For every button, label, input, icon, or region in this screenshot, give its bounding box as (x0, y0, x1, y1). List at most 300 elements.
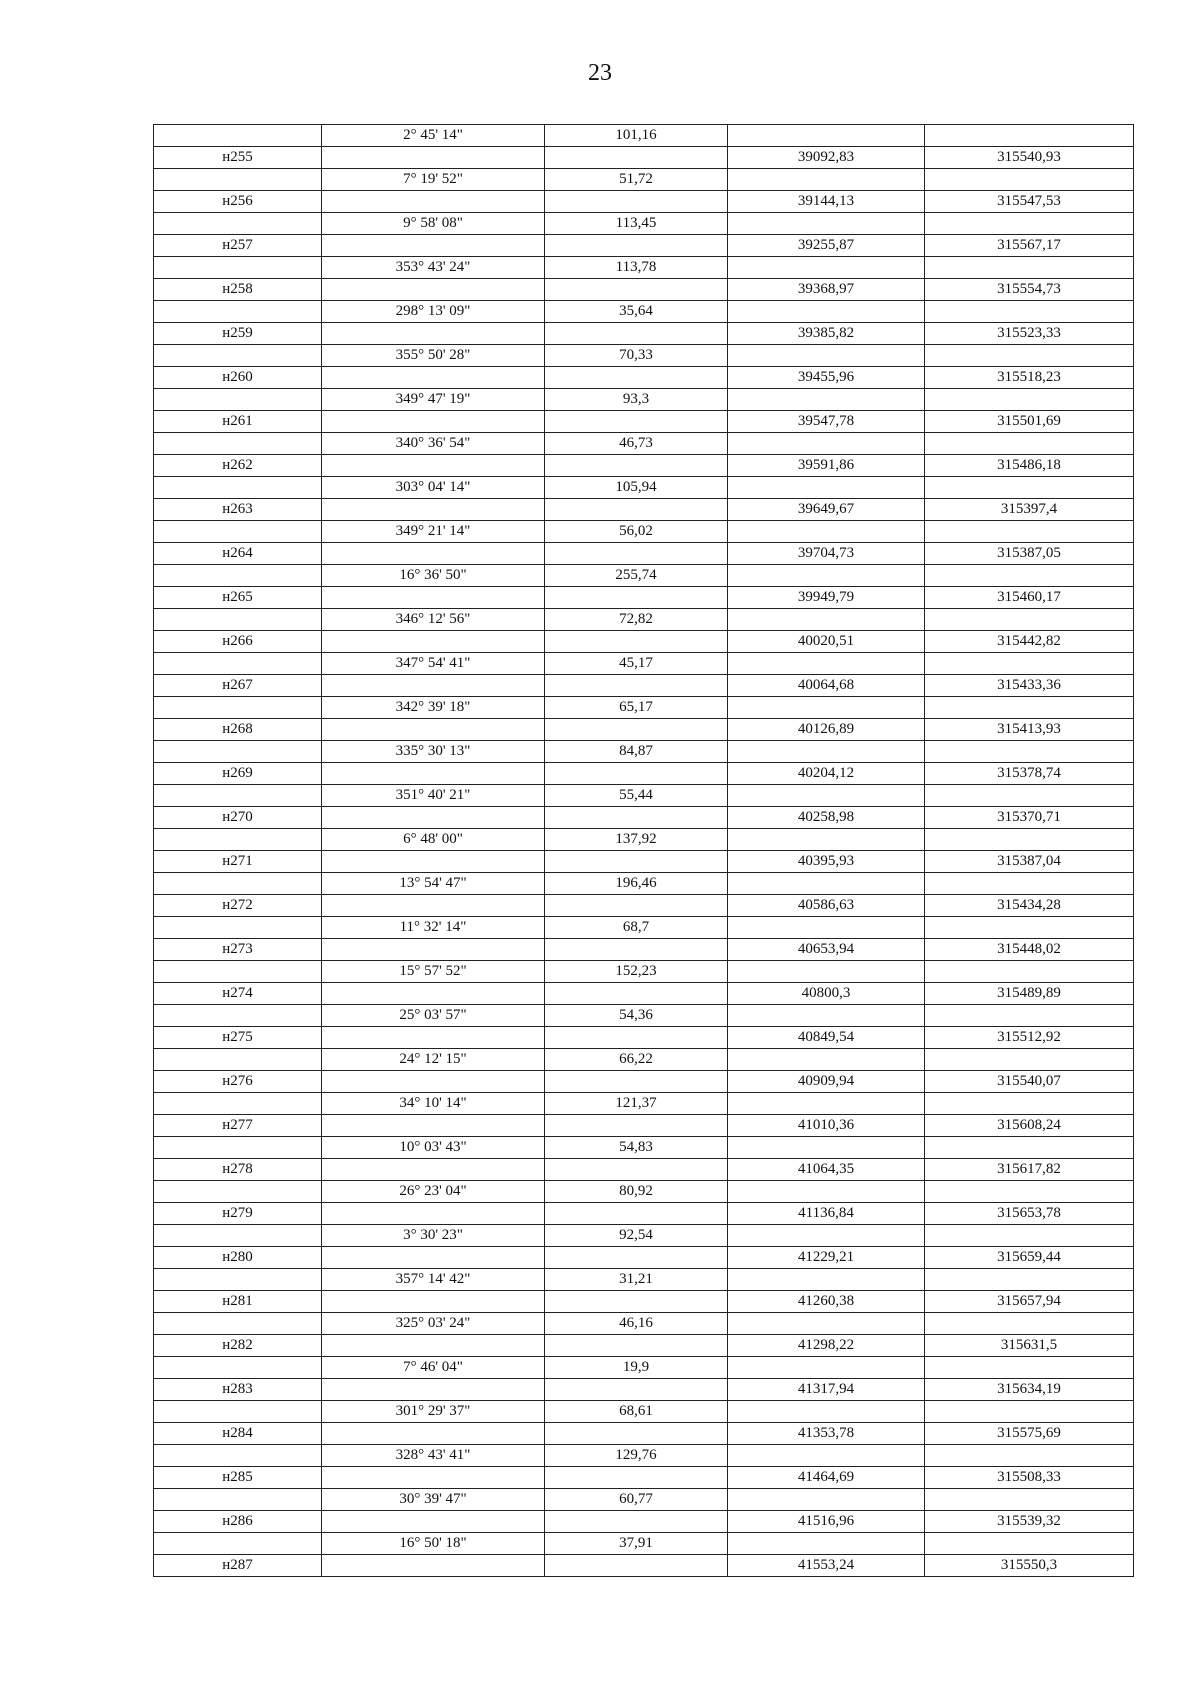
empty-cell (925, 785, 1134, 807)
empty-cell (925, 1269, 1134, 1291)
empty-cell (322, 1511, 545, 1533)
empty-cell (545, 1555, 728, 1577)
empty-cell (154, 1401, 322, 1423)
segment-length: 105,94 (545, 477, 728, 499)
segment-row (154, 1401, 1134, 1423)
empty-cell (728, 1313, 925, 1335)
empty-cell (728, 1005, 925, 1027)
empty-cell (925, 565, 1134, 587)
direction-angle: 2° 45' 14" (322, 125, 545, 147)
coordinate-y: 315554,73 (925, 279, 1134, 301)
empty-cell (322, 719, 545, 741)
point-name: н279 (154, 1203, 322, 1225)
segment-length: 65,17 (545, 697, 728, 719)
empty-cell (154, 1313, 322, 1335)
segment-length: 55,44 (545, 785, 728, 807)
empty-cell (728, 873, 925, 895)
coordinate-y: 315508,33 (925, 1467, 1134, 1489)
direction-angle: 340° 36' 54" (322, 433, 545, 455)
empty-cell (728, 829, 925, 851)
coordinate-x: 39092,83 (728, 147, 925, 169)
coordinate-x: 39385,82 (728, 323, 925, 345)
point-name: н276 (154, 1071, 322, 1093)
segment-length: 46,16 (545, 1313, 728, 1335)
empty-cell (545, 1379, 728, 1401)
point-row (154, 631, 1134, 653)
empty-cell (545, 1247, 728, 1269)
direction-angle: 6° 48' 00" (322, 829, 545, 851)
empty-cell (925, 389, 1134, 411)
coordinate-y: 315448,02 (925, 939, 1134, 961)
point-row (154, 1467, 1134, 1489)
coordinate-y: 315653,78 (925, 1203, 1134, 1225)
point-name: н258 (154, 279, 322, 301)
segment-row (154, 521, 1134, 543)
point-row (154, 235, 1134, 257)
point-row (154, 191, 1134, 213)
segment-row (154, 741, 1134, 763)
direction-angle: 24° 12' 15" (322, 1049, 545, 1071)
empty-cell (545, 983, 728, 1005)
point-row (154, 719, 1134, 741)
point-name: н264 (154, 543, 322, 565)
coordinate-x: 39704,73 (728, 543, 925, 565)
empty-cell (728, 1489, 925, 1511)
coordinate-y: 315370,71 (925, 807, 1134, 829)
empty-cell (154, 873, 322, 895)
direction-angle: 3° 30' 23" (322, 1225, 545, 1247)
direction-angle: 15° 57' 52" (322, 961, 545, 983)
coordinate-y: 315489,89 (925, 983, 1134, 1005)
coordinate-x: 39255,87 (728, 235, 925, 257)
direction-angle: 10° 03' 43" (322, 1137, 545, 1159)
coordinate-y: 315523,33 (925, 323, 1134, 345)
empty-cell (154, 477, 322, 499)
segment-length: 51,72 (545, 169, 728, 191)
empty-cell (545, 675, 728, 697)
coordinate-y: 315608,24 (925, 1115, 1134, 1137)
empty-cell (154, 785, 322, 807)
coordinate-x: 40395,93 (728, 851, 925, 873)
empty-cell (728, 1181, 925, 1203)
direction-angle: 301° 29' 37" (322, 1401, 545, 1423)
empty-cell (728, 1093, 925, 1115)
point-row (154, 1379, 1134, 1401)
empty-cell (322, 191, 545, 213)
segment-length: 113,45 (545, 213, 728, 235)
coordinate-y: 315539,32 (925, 1511, 1134, 1533)
direction-angle: 16° 50' 18" (322, 1533, 545, 1555)
coordinate-x: 40064,68 (728, 675, 925, 697)
empty-cell (925, 257, 1134, 279)
empty-cell (728, 213, 925, 235)
segment-length: 93,3 (545, 389, 728, 411)
empty-cell (545, 543, 728, 565)
empty-cell (728, 1533, 925, 1555)
segment-length: 60,77 (545, 1489, 728, 1511)
empty-cell (925, 1049, 1134, 1071)
coordinate-y: 315631,5 (925, 1335, 1134, 1357)
empty-cell (728, 433, 925, 455)
empty-cell (545, 367, 728, 389)
point-row (154, 1335, 1134, 1357)
empty-cell (322, 1423, 545, 1445)
direction-angle: 351° 40' 21" (322, 785, 545, 807)
coordinate-x: 41516,96 (728, 1511, 925, 1533)
empty-cell (925, 873, 1134, 895)
point-row (154, 983, 1134, 1005)
empty-cell (925, 1005, 1134, 1027)
direction-angle: 7° 46' 04" (322, 1357, 545, 1379)
direction-angle: 335° 30' 13" (322, 741, 545, 763)
segment-row (154, 1269, 1134, 1291)
point-row (154, 807, 1134, 829)
direction-angle: 349° 47' 19" (322, 389, 545, 411)
empty-cell (728, 697, 925, 719)
coordinate-x: 39547,78 (728, 411, 925, 433)
coordinate-y: 315659,44 (925, 1247, 1134, 1269)
segment-length: 92,54 (545, 1225, 728, 1247)
empty-cell (728, 1225, 925, 1247)
empty-cell (322, 1555, 545, 1577)
coordinate-y: 315413,93 (925, 719, 1134, 741)
point-name: н269 (154, 763, 322, 785)
empty-cell (154, 1181, 322, 1203)
empty-cell (154, 345, 322, 367)
point-name: н277 (154, 1115, 322, 1137)
coordinate-x: 41553,24 (728, 1555, 925, 1577)
coordinate-y: 315547,53 (925, 191, 1134, 213)
empty-cell (322, 1467, 545, 1489)
point-row (154, 763, 1134, 785)
segment-row (154, 785, 1134, 807)
direction-angle: 328° 43' 41" (322, 1445, 545, 1467)
direction-angle: 325° 03' 24" (322, 1313, 545, 1335)
empty-cell (545, 1027, 728, 1049)
coordinate-x: 39144,13 (728, 191, 925, 213)
point-name: н283 (154, 1379, 322, 1401)
empty-cell (545, 939, 728, 961)
coordinate-x: 41064,35 (728, 1159, 925, 1181)
segment-length: 152,23 (545, 961, 728, 983)
empty-cell (322, 763, 545, 785)
point-row (154, 411, 1134, 433)
empty-cell (545, 191, 728, 213)
point-row (154, 1423, 1134, 1445)
coordinate-y: 315540,93 (925, 147, 1134, 169)
direction-angle: 25° 03' 57" (322, 1005, 545, 1027)
empty-cell (322, 1071, 545, 1093)
point-name: н273 (154, 939, 322, 961)
segment-row (154, 873, 1134, 895)
direction-angle: 7° 19' 52" (322, 169, 545, 191)
direction-angle: 16° 36' 50" (322, 565, 545, 587)
point-name: н268 (154, 719, 322, 741)
coordinate-x: 41136,84 (728, 1203, 925, 1225)
segment-length: 101,16 (545, 125, 728, 147)
empty-cell (545, 631, 728, 653)
empty-cell (728, 169, 925, 191)
point-row (154, 499, 1134, 521)
coordinate-y: 315501,69 (925, 411, 1134, 433)
empty-cell (728, 741, 925, 763)
segment-row (154, 1049, 1134, 1071)
empty-cell (322, 851, 545, 873)
direction-angle: 13° 54' 47" (322, 873, 545, 895)
point-row (154, 543, 1134, 565)
point-row (154, 1159, 1134, 1181)
segment-row (154, 1005, 1134, 1027)
empty-cell (925, 1225, 1134, 1247)
empty-cell (154, 1225, 322, 1247)
point-name: н260 (154, 367, 322, 389)
empty-cell (925, 697, 1134, 719)
empty-cell (322, 367, 545, 389)
segment-row (154, 433, 1134, 455)
empty-cell (545, 895, 728, 917)
empty-cell (322, 279, 545, 301)
coordinate-y: 315387,05 (925, 543, 1134, 565)
empty-cell (322, 235, 545, 257)
empty-cell (728, 609, 925, 631)
point-row (154, 279, 1134, 301)
empty-cell (925, 1445, 1134, 1467)
empty-cell (322, 1335, 545, 1357)
empty-cell (322, 147, 545, 169)
empty-cell (154, 1005, 322, 1027)
direction-angle: 347° 54' 41" (322, 653, 545, 675)
segment-length: 46,73 (545, 433, 728, 455)
empty-cell (728, 961, 925, 983)
empty-cell (322, 499, 545, 521)
segment-row (154, 1137, 1134, 1159)
empty-cell (154, 1357, 322, 1379)
direction-angle: 30° 39' 47" (322, 1489, 545, 1511)
empty-cell (728, 1357, 925, 1379)
empty-cell (154, 1489, 322, 1511)
empty-cell (154, 1093, 322, 1115)
point-name: н267 (154, 675, 322, 697)
empty-cell (154, 521, 322, 543)
empty-cell (154, 565, 322, 587)
segment-length: 45,17 (545, 653, 728, 675)
coordinate-y: 315378,74 (925, 763, 1134, 785)
segment-length: 113,78 (545, 257, 728, 279)
coordinate-x: 40258,98 (728, 807, 925, 829)
point-row (154, 1027, 1134, 1049)
empty-cell (154, 1269, 322, 1291)
point-name: н284 (154, 1423, 322, 1445)
segment-length: 255,74 (545, 565, 728, 587)
empty-cell (322, 1291, 545, 1313)
empty-cell (154, 125, 322, 147)
empty-cell (925, 301, 1134, 323)
segment-row (154, 345, 1134, 367)
segment-row (154, 257, 1134, 279)
empty-cell (154, 1533, 322, 1555)
point-name: н270 (154, 807, 322, 829)
empty-cell (925, 1401, 1134, 1423)
empty-cell (728, 125, 925, 147)
segment-row (154, 1533, 1134, 1555)
empty-cell (154, 917, 322, 939)
point-name: н255 (154, 147, 322, 169)
segment-length: 196,46 (545, 873, 728, 895)
direction-angle: 342° 39' 18" (322, 697, 545, 719)
segment-length: 19,9 (545, 1357, 728, 1379)
coordinate-y: 315518,23 (925, 367, 1134, 389)
coordinate-x: 41298,22 (728, 1335, 925, 1357)
empty-cell (925, 961, 1134, 983)
empty-cell (545, 147, 728, 169)
point-name: н265 (154, 587, 322, 609)
coordinate-y: 315397,4 (925, 499, 1134, 521)
empty-cell (925, 125, 1134, 147)
direction-angle: 355° 50' 28" (322, 345, 545, 367)
point-row (154, 1555, 1134, 1577)
empty-cell (322, 895, 545, 917)
empty-cell (925, 1093, 1134, 1115)
empty-cell (925, 1357, 1134, 1379)
point-row (154, 1071, 1134, 1093)
segment-length: 54,83 (545, 1137, 728, 1159)
coordinates-table (153, 124, 1134, 1577)
coordinate-x: 39949,79 (728, 587, 925, 609)
empty-cell (728, 917, 925, 939)
direction-angle: 26° 23' 04" (322, 1181, 545, 1203)
coordinate-y: 315387,04 (925, 851, 1134, 873)
empty-cell (322, 1203, 545, 1225)
coordinate-y: 315433,36 (925, 675, 1134, 697)
empty-cell (925, 433, 1134, 455)
segment-length: 70,33 (545, 345, 728, 367)
segment-length: 68,7 (545, 917, 728, 939)
empty-cell (925, 741, 1134, 763)
segment-row (154, 125, 1134, 147)
empty-cell (154, 697, 322, 719)
empty-cell (728, 1401, 925, 1423)
point-name: н271 (154, 851, 322, 873)
empty-cell (728, 345, 925, 367)
point-row (154, 1203, 1134, 1225)
empty-cell (322, 1247, 545, 1269)
empty-cell (545, 455, 728, 477)
empty-cell (545, 587, 728, 609)
point-row (154, 1247, 1134, 1269)
empty-cell (154, 653, 322, 675)
empty-cell (154, 169, 322, 191)
segment-length: 121,37 (545, 1093, 728, 1115)
coordinate-x: 40126,89 (728, 719, 925, 741)
empty-cell (728, 477, 925, 499)
segment-length: 37,91 (545, 1533, 728, 1555)
page-number: 23 (588, 60, 612, 86)
empty-cell (728, 653, 925, 675)
point-name: н256 (154, 191, 322, 213)
coordinate-x: 40020,51 (728, 631, 925, 653)
empty-cell (728, 1049, 925, 1071)
coordinate-y: 315575,69 (925, 1423, 1134, 1445)
empty-cell (925, 213, 1134, 235)
empty-cell (545, 1203, 728, 1225)
point-row (154, 587, 1134, 609)
segment-length: 35,64 (545, 301, 728, 323)
empty-cell (545, 807, 728, 829)
coordinate-x: 39591,86 (728, 455, 925, 477)
empty-cell (728, 1269, 925, 1291)
coordinate-x: 41353,78 (728, 1423, 925, 1445)
point-name: н280 (154, 1247, 322, 1269)
empty-cell (925, 1489, 1134, 1511)
direction-angle: 298° 13' 09" (322, 301, 545, 323)
coordinate-y: 315540,07 (925, 1071, 1134, 1093)
coordinate-x: 41260,38 (728, 1291, 925, 1313)
empty-cell (925, 1313, 1134, 1335)
segment-row (154, 1313, 1134, 1335)
empty-cell (154, 741, 322, 763)
point-name: н286 (154, 1511, 322, 1533)
coordinate-y: 315617,82 (925, 1159, 1134, 1181)
point-name: н259 (154, 323, 322, 345)
segment-length: 80,92 (545, 1181, 728, 1203)
direction-angle: 11° 32' 14" (322, 917, 545, 939)
segment-row (154, 301, 1134, 323)
direction-angle: 349° 21' 14" (322, 521, 545, 543)
segment-length: 68,61 (545, 1401, 728, 1423)
empty-cell (925, 477, 1134, 499)
coordinate-x: 41229,21 (728, 1247, 925, 1269)
point-row (154, 939, 1134, 961)
coordinate-x: 40653,94 (728, 939, 925, 961)
empty-cell (728, 1137, 925, 1159)
empty-cell (154, 257, 322, 279)
segment-row (154, 1181, 1134, 1203)
empty-cell (545, 1115, 728, 1137)
empty-cell (322, 1027, 545, 1049)
empty-cell (154, 1137, 322, 1159)
point-name: н278 (154, 1159, 322, 1181)
segment-length: 66,22 (545, 1049, 728, 1071)
coordinate-x: 40909,94 (728, 1071, 925, 1093)
coordinate-x: 39368,97 (728, 279, 925, 301)
empty-cell (545, 851, 728, 873)
empty-cell (925, 1181, 1134, 1203)
direction-angle: 346° 12' 56" (322, 609, 545, 631)
segment-length: 137,92 (545, 829, 728, 851)
empty-cell (322, 983, 545, 1005)
empty-cell (728, 301, 925, 323)
segment-length: 84,87 (545, 741, 728, 763)
empty-cell (322, 587, 545, 609)
coordinate-x: 41010,36 (728, 1115, 925, 1137)
coordinate-x: 41464,69 (728, 1467, 925, 1489)
empty-cell (322, 675, 545, 697)
empty-cell (154, 1049, 322, 1071)
empty-cell (728, 389, 925, 411)
coordinate-x: 40204,12 (728, 763, 925, 785)
direction-angle: 353° 43' 24" (322, 257, 545, 279)
coordinate-y: 315486,18 (925, 455, 1134, 477)
point-row (154, 675, 1134, 697)
direction-angle: 9° 58' 08" (322, 213, 545, 235)
point-name: н282 (154, 1335, 322, 1357)
segment-row (154, 1225, 1134, 1247)
segment-length: 56,02 (545, 521, 728, 543)
empty-cell (322, 1379, 545, 1401)
point-name: н263 (154, 499, 322, 521)
empty-cell (545, 499, 728, 521)
empty-cell (545, 411, 728, 433)
